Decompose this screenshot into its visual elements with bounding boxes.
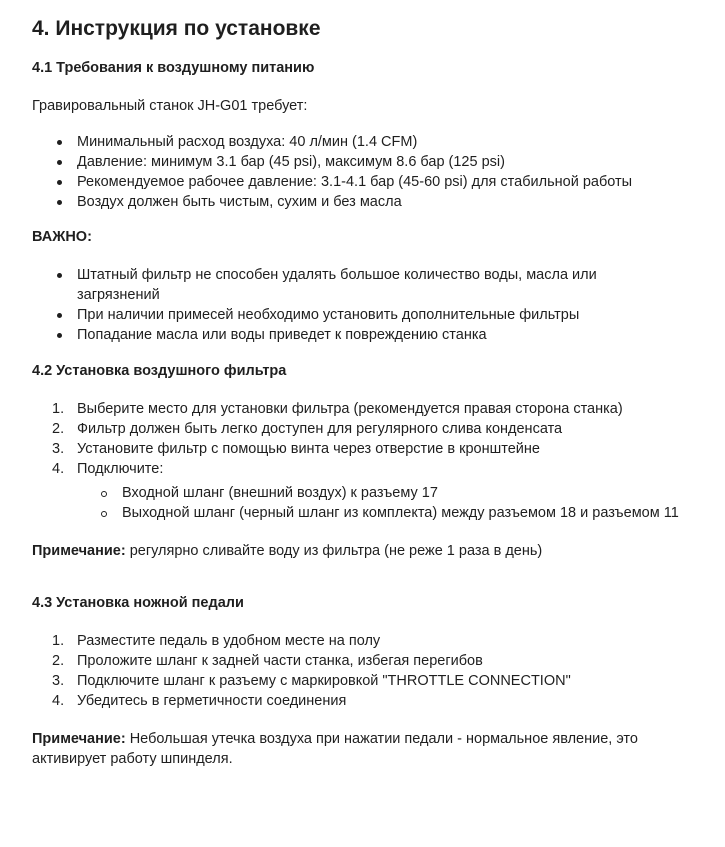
- important-label: [32, 227, 695, 247]
- list-item: Попадание масла или воды приведет к повреждению станка: [32, 325, 695, 345]
- step-number: 2.: [52, 653, 65, 669]
- step-number: 4.: [52, 693, 65, 709]
- list-item: Воздух должен быть чистым, сухим и без масла: [32, 192, 695, 212]
- important-label-text: ВАЖНО:: [32, 229, 92, 245]
- pedal-note: [32, 729, 695, 769]
- list-item: Рекомендуемое рабочее давление: 3.1-4.1 бар (45-60 psi) для стабильной работы: [32, 172, 695, 192]
- section-heading-air-filter: 4.2 Установка воздушного фильтра: [32, 363, 287, 379]
- list-item: [32, 651, 695, 671]
- note-text: регулярно сливайте воду из фильтра (не реже 1 раза в день): [125, 543, 543, 559]
- list-item: Минимальный расход воздуха: 40 л/мин (1.4 CFM): [32, 132, 695, 152]
- sub-list-item: Входной шланг (внешний воздух) к разъему 17: [32, 483, 695, 503]
- note-text: Небольшая утечка воздуха при нажатии педали - нормальное явление, это активирует работу шпинделя.: [32, 731, 638, 767]
- list-item: [32, 631, 695, 651]
- list-item: [32, 399, 695, 419]
- step-number: 1.: [52, 401, 65, 417]
- sub-list-item: Выходной шланг (черный шланг из комплекта) между разъемом 18 и разъемом 11: [32, 503, 695, 523]
- list-item: [32, 439, 695, 459]
- step-text: Убедитесь в герметичности соединения: [77, 693, 347, 709]
- important-list: [32, 265, 695, 345]
- list-item: [32, 419, 695, 439]
- list-item: Штатный фильтр не способен удалять большое количество воды, масла или загрязнений: [32, 265, 695, 305]
- connection-sublist: [77, 483, 695, 523]
- step-text: Выберите место для установки фильтра (рекомендуется правая сторона станка): [77, 401, 623, 417]
- note-label: Примечание:: [32, 543, 126, 559]
- step-text: Подключите:: [77, 461, 164, 477]
- step-number: 2.: [52, 421, 65, 437]
- step-text: Разместите педаль в удобном месте на полу: [77, 633, 381, 649]
- list-item: При наличии примесей необходимо установить дополнительные фильтры: [32, 305, 695, 325]
- filter-steps-list: [32, 399, 695, 523]
- step-text: Проложите шланг к задней части станка, избегая перегибов: [77, 653, 483, 669]
- step-number: 3.: [52, 673, 65, 689]
- step-text: Фильтр должен быть легко доступен для регулярного слива конденсата: [77, 421, 563, 437]
- step-number: 4.: [52, 461, 65, 477]
- note-label: Примечание:: [32, 731, 126, 747]
- step-text: Подключите шланг к разъему с маркировкой "THROTTLE CONNECTION": [77, 673, 571, 689]
- filter-note: [32, 541, 695, 561]
- list-item: [32, 671, 695, 691]
- step-number: 3.: [52, 441, 65, 457]
- list-item: [32, 691, 695, 711]
- step-text: Установите фильтр с помощью винта через отверстие в кронштейне: [77, 441, 540, 457]
- section-intro: Гравировальный станок JH-G01 требует:: [32, 98, 308, 114]
- step-number: 1.: [52, 633, 65, 649]
- list-item: Давление: минимум 3.1 бар (45 psi), максимум 8.6 бар (125 psi): [32, 152, 695, 172]
- list-item: [32, 459, 695, 523]
- section-heading-air-supply: 4.1 Требования к воздушному питанию: [32, 60, 315, 76]
- section-heading-foot-pedal: 4.3 Установка ножной педали: [32, 595, 244, 611]
- pedal-steps-list: [32, 631, 695, 711]
- page-title: 4. Инструкция по установке: [32, 17, 321, 40]
- requirements-list: [32, 132, 695, 212]
